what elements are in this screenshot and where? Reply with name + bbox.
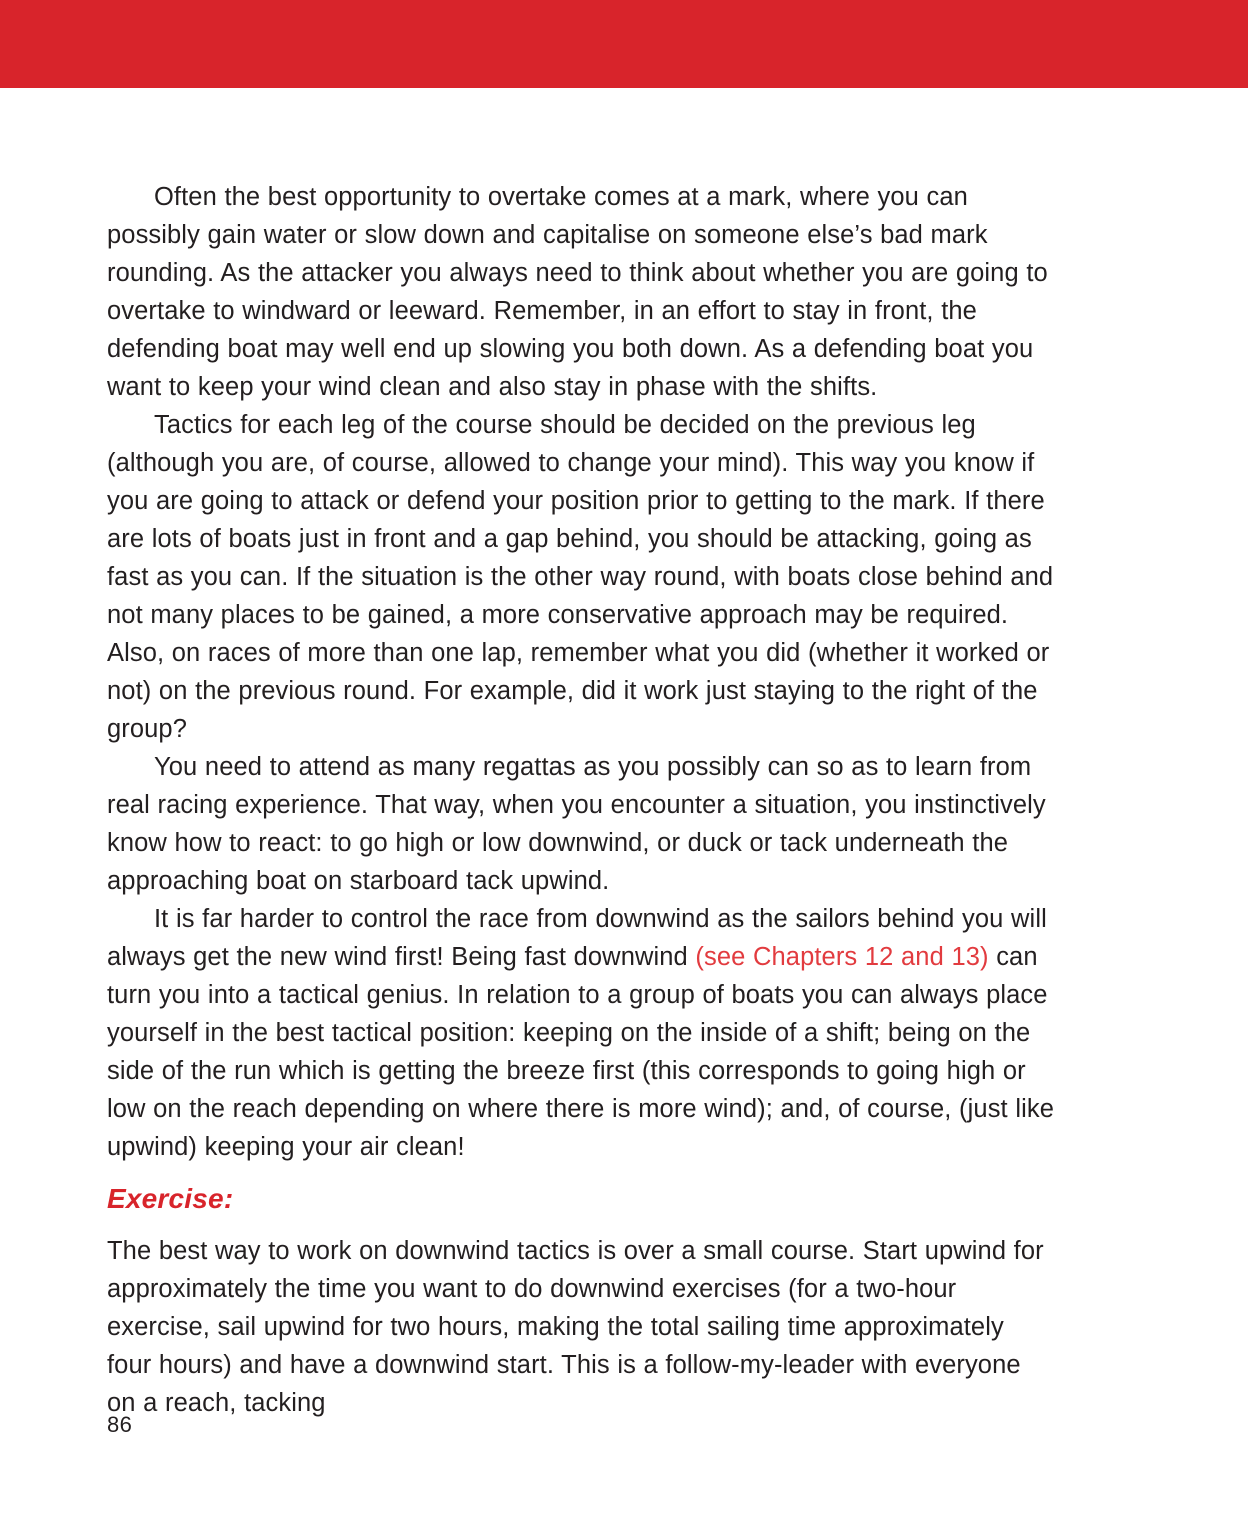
body-paragraph-2: Tactics for each leg of the course should be decided on the previous leg (although you are, of course, allowed to change your mind). This way you know if you are going to attack or defend your position prior to getting to the mark. If there are lots of boats just in front and a gap behind, you should be attacking, going as fast as you can. If the situation is the other way round, with boats close behind and not many places to be gained, a more conservative approach may be required. Also, on races of more than one lap, remember what you did (whether it worked or not) on the previous round. For example, did it work just staying to the right of the group? [107,411,1054,743]
paragraph-4-lead-text: It is far harder to control the race from downwind as the sailors behind you will always get the new wind first! Being fast downwind [107,905,1047,971]
exercise-text-column [107,1232,1054,1422]
page-number: 86 [107,1412,133,1437]
body-paragraph-3: You need to attend as many regattas as you possibly can so as to learn from real racing experience. That way, when you encounter a situation, you instinctively know how to react: to go high or low downwind, or duck or tack underneath the approaching boat on starboard tack upwind. [107,753,1046,895]
page-header-band [0,0,1248,88]
paragraph-4-trailing-text: can turn you into a tactical genius. In relation to a group of boats you can always place yourself in the best tactical position: keeping on the inside of a shift; being on the side of the run which is getting the breeze first (this corresponds to going high or low on the reach depending on where there is more wind); and, of course, (just like upwind) keeping your air clean! [107,943,1054,1161]
body-paragraph-1: Often the best opportunity to overtake comes at a mark, where you can possibly gain water or slow down and capitalise on someone else’s bad mark rounding. As the attacker you always need to think about whether you are going to overtake to windward or leeward. Remember, in an effort to stay in front, the defending boat may well end up slowing you both down. As a defending boat you want to keep your wind clean and also stay in phase with the shifts. [107,183,1048,401]
exercise-heading: Exercise: [107,1183,234,1214]
exercise-paragraph: The best way to work on downwind tactics is over a small course. Start upwind for approximately the time you want to do downwind exercises (for a two-hour exercise, sail upwind for two hours, making the total sailing time approximately four hours) and have a downwind start. This is a follow-my-leader with everyone on a reach, tacking [107,1237,1044,1417]
main-text-column [107,178,1054,1166]
body-paragraph-4 [107,900,1054,1166]
chapter-cross-reference: (see Chapters 12 and 13) [695,943,989,971]
